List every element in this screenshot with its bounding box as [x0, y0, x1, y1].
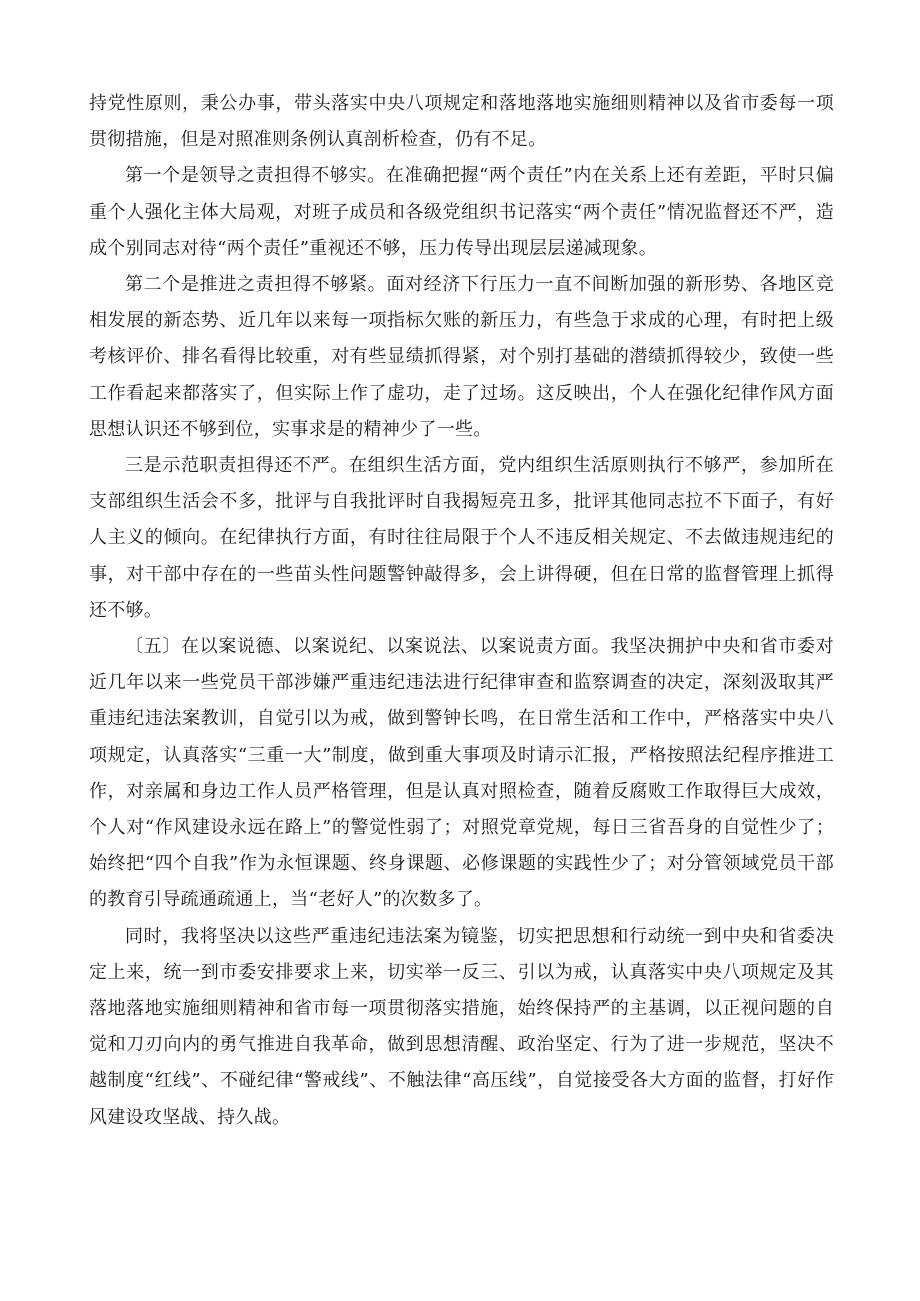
document-body — [89, 86, 834, 1136]
paragraph-commitment: 同时，我将坚决以这些严重违纪违法案为镜鉴，切实把思想和行动统一到中央和省委决定上来，统一到市委安排要求上来，切实举一反三、引以为戒，认真落实中央八项规定及其落地落地实施细则精神和省市每一项贯彻落实措施，始终保持严的主基调，以正视问题的自觉和刀刃向内的勇气推进自我革命，做到思想清醒、政治坚定、行为了进一步规范，坚决不越制度“红线”、不碰纪律“警戒线”、不触法律“高压线”，自觉接受各大方面的监督，打好作风建设攻坚战、持久战。 — [89, 925, 834, 1128]
paragraph-leadership-responsibility: 第一个是领导之责担得不够实。在准确把握“两个责任”内在关系上还有差距，平时只偏重个人强化主体大局观，对班子成员和各级党组织书记落实“两个责任”情况监督还不严，造成个别同志对待“两个责任”重视还不够，压力传导出现层层递减现象。 — [89, 165, 834, 259]
paragraph-promotion-responsibility: 第二个是推进之责担得不够紧。面对经济下行压力一直不间断加强的新形势、各地区竞相发展的新态势、近几年以来每一项指标欠账的新压力，有些急于求成的心理，有时把上级考核评价、排名看得比较重，对有些显绩抓得紧，对个别打基础的潜绩抓得较少，致使一些工作看起来都落实了，但实际上作了虚功，走了过场。这反映出，个人在强化纪律作风方面思想认识还不够到位，实事求是的精神少了一些。 — [89, 274, 834, 440]
paragraph-section-five: 〔五〕在以案说德、以案说纪、以案说法、以案说责方面。我坚决拥护中央和省市委对近几年以来一些党员干部涉嫌严重违纪违法进行纪律审查和监察调查的决定，深刻汲取其严重违纪违法案教训，自觉引以为戒，做到警钟长鸣，在日常生活和工作中，严格落实中央八项规定，认真落实“三重一大”制度，做到重大事项及时请示汇报，严格按照法纪程序推进工作，对亲属和身边工作人员严格管理，但是认真对照检查，随着反腐败工作取得巨大成效，个人对“作风建设永远在路上”的警觉性弱了；对照党章党规，每日三省吾身的自觉性少了；始终把“四个自我”作为永恒课题、终身课题、必修课题的实践性少了；对分管领域党员干部的教育引导疏通疏通上，当“老好人”的次数多了。 — [89, 636, 834, 911]
paragraph-exemplary-responsibility: 三是示范职责担得还不严。在组织生活方面，党内组织生活原则执行不够严，参加所在支部组织生活会不多，批评与自我批评时自我揭短亮丑多，批评其他同志拉不下面子，有好人主义的倾向。在纪律执行方面，有时往往局限于个人不违反相关规定、不去做违规违纪的事，对干部中存在的一些苗头性问题警钟敲得多，会上讲得硬，但在日常的监督管理上抓得还不够。 — [89, 455, 834, 621]
paragraph-continuation: 持党性原则，秉公办事，带头落实中央八项规定和落地落地实施细则精神以及省市委每一项贯彻措施，但是对照准则条例认真剖析检查，仍有不足。 — [89, 93, 834, 151]
